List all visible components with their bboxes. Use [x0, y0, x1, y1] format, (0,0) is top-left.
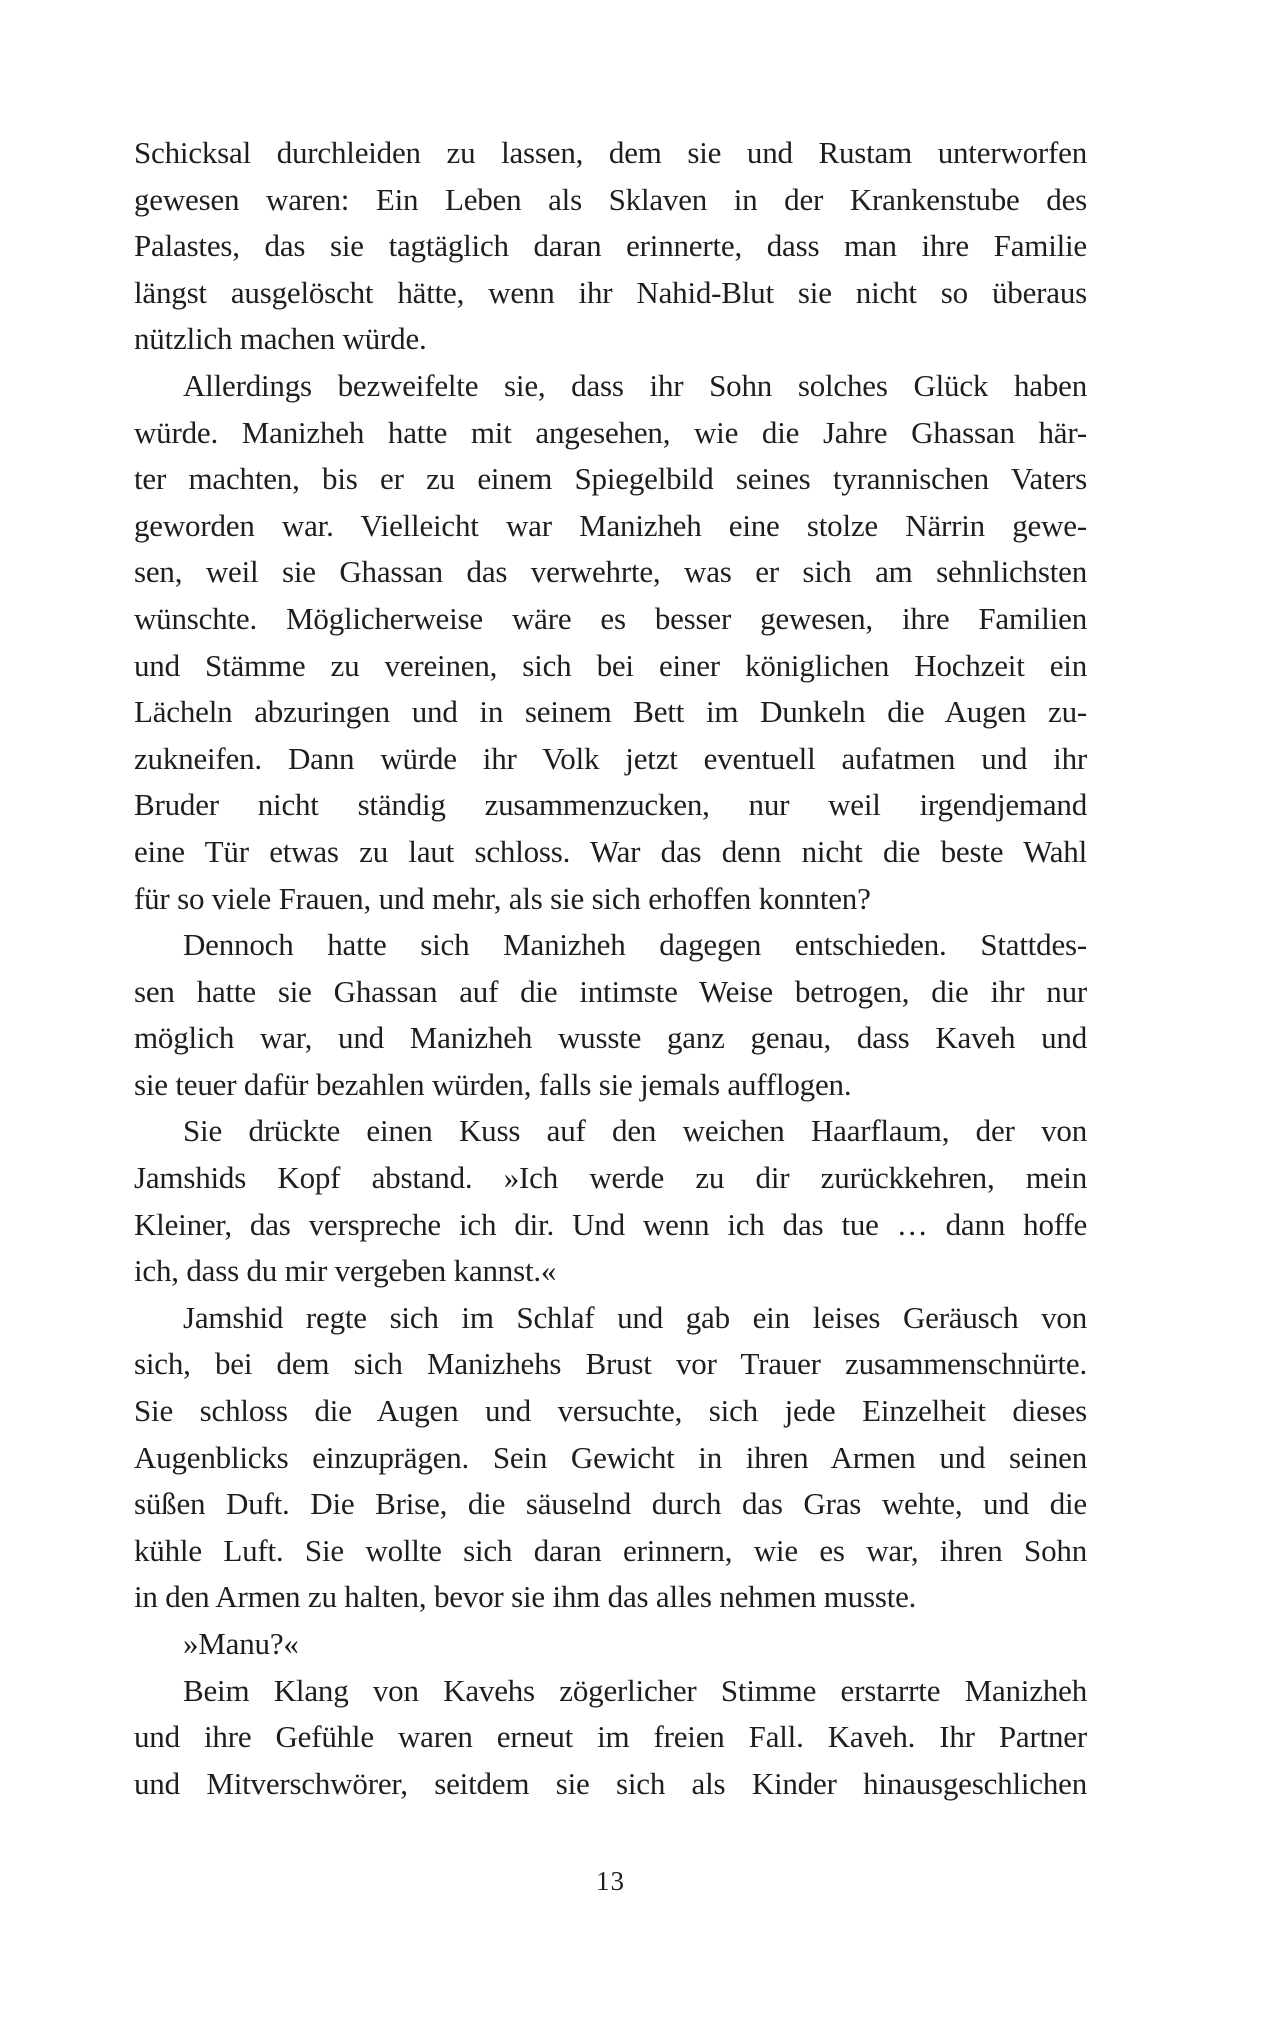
text-line: ich, dass du mir vergeben kannst.« — [134, 1253, 557, 1289]
text-line: und Mitverschwörer, seitdem sie sich als Kinder hinausgeschlichen — [134, 1765, 1087, 1801]
text-line: in den Armen zu halten, bevor sie ihm das alles nehmen musste. — [134, 1579, 917, 1615]
text-line: gewesen waren: Ein Leben als Sklaven in der Krankenstube des — [134, 181, 1087, 217]
text-line: Schicksal durchleiden zu lassen, dem sie und Rustam unterworfen — [134, 135, 1087, 170]
text-line: für so viele Frauen, und mehr, als sie sich erhoffen konnten? — [134, 880, 871, 916]
text-line: und ihre Gefühle waren erneut im freien Fall. Kaveh. Ihr Partner — [134, 1719, 1087, 1755]
text-line: sie teuer dafür bezahlen würden, falls sie jemals aufflogen. — [134, 1066, 852, 1102]
text-line: Dennoch hatte sich Manizheh dagegen entschieden. Stattdes- — [183, 927, 1087, 963]
text-line: sich, bei dem sich Manizhehs Brust vor Trauer zusammenschnürte. — [134, 1346, 1087, 1382]
text-line: Jamshids Kopf abstand. »Ich werde zu dir zurückkehren, mein — [134, 1160, 1087, 1196]
text-line: eine Tür etwas zu laut schloss. War das denn nicht die beste Wahl — [134, 833, 1087, 869]
text-line: kühle Luft. Sie wollte sich daran erinnern, wie es war, ihren Sohn — [134, 1532, 1087, 1568]
text-line: Sie schloss die Augen und versuchte, sich jede Einzelheit dieses — [134, 1393, 1087, 1429]
text-line: und Stämme zu vereinen, sich bei einer königlichen Hochzeit ein — [134, 647, 1087, 683]
text-line: Allerdings bezweifelte sie, dass ihr Sohn solches Glück haben — [183, 367, 1087, 403]
page-text — [134, 130, 1087, 1807]
text-line: Kleiner, das verspreche ich dir. Und wenn ich das tue … dann hoffe — [134, 1206, 1087, 1242]
text-line: Palastes, das sie tagtäglich daran erinnerte, dass man ihre Familie — [134, 228, 1087, 264]
text-line: Augenblicks einzuprägen. Sein Gewicht in ihren Armen und seinen — [134, 1439, 1087, 1475]
text-line: möglich war, und Manizheh wusste ganz genau, dass Kaveh und — [134, 1020, 1087, 1056]
text-line: längst ausgelöscht hätte, wenn ihr Nahid-Blut sie nicht so überaus — [134, 274, 1087, 310]
text-line: zukneifen. Dann würde ihr Volk jetzt eventuell aufatmen und ihr — [134, 740, 1087, 776]
text-line: Beim Klang von Kavehs zögerlicher Stimme erstarrte Manizheh — [183, 1672, 1087, 1708]
text-line: sen hatte sie Ghassan auf die intimste Weise betrogen, die ihr nur — [134, 973, 1087, 1009]
text-line: sen, weil sie Ghassan das verwehrte, was er sich am sehnlichsten — [134, 554, 1087, 590]
text-line: ter machten, bis er zu einem Spiegelbild seines tyrannischen Vaters — [134, 461, 1087, 497]
text-line: Bruder nicht ständig zusammenzucken, nur weil irgendjemand — [134, 787, 1087, 823]
text-line: Jamshid regte sich im Schlaf und gab ein leises Geräusch von — [183, 1299, 1087, 1335]
text-line: geworden war. Vielleicht war Manizheh eine stolze Närrin gewe- — [134, 507, 1087, 543]
text-line: Sie drückte einen Kuss auf den weichen Haarflaum, der von — [183, 1113, 1087, 1149]
text-line: süßen Duft. Die Brise, die säuselnd durch das Gras wehte, und die — [134, 1486, 1087, 1522]
text-line: nützlich machen würde. — [134, 321, 427, 357]
text-line: würde. Manizheh hatte mit angesehen, wie die Jahre Ghassan här- — [134, 414, 1087, 450]
text-line: Lächeln abzuringen und in seinem Bett im Dunkeln die Augen zu- — [134, 694, 1087, 730]
page-number: 13 — [596, 1866, 625, 1896]
text-line: »Manu?« — [183, 1626, 299, 1661]
text-line: wünschte. Möglicherweise wäre es besser gewesen, ihre Familien — [134, 600, 1087, 636]
